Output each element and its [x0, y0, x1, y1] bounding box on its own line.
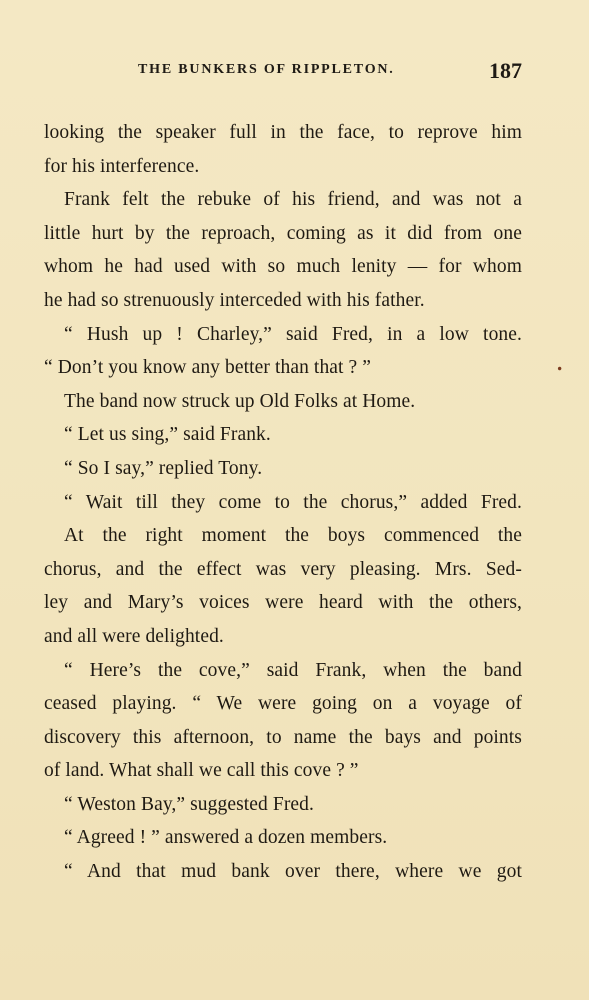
text-line: of land. What shall we call this cove ? ” — [44, 760, 359, 782]
margin-mark: • — [554, 361, 565, 377]
text-line: “ Hush up ! Charley,” said Fred, in a low tone. — [64, 323, 522, 345]
page-number: 187 — [489, 58, 522, 83]
body-text — [44, 116, 522, 889]
text-line: discovery this afternoon, to name the bays and points — [44, 726, 522, 748]
text-line: “ Here’s the cove,” said Frank, when the band — [64, 659, 522, 681]
text-line: At the right moment the boys commenced the — [64, 525, 522, 547]
text-line: “ So I say,” replied Tony. — [64, 457, 263, 479]
text-line: he had so strenuously interceded with his father. — [44, 289, 425, 311]
text-line: chorus, and the effect was very pleasing. Mrs. Sed- — [44, 558, 522, 580]
text-line: and all were delighted. — [44, 625, 224, 647]
text-line: “ Agreed ! ” answered a dozen members. — [64, 827, 388, 849]
text-line: little hurt by the reproach, coming as it did from one — [44, 222, 522, 244]
text-line: “ Don’t you know any better than that ? ” — [44, 357, 372, 379]
text-line: The band now struck up Old Folks at Home. — [64, 390, 416, 412]
text-line: ceased playing. “ We were going on a voyage of — [44, 693, 522, 715]
text-line: Frank felt the rebuke of his friend, and was not a — [64, 189, 522, 211]
text-line: “ Wait till they come to the chorus,” added Fred. — [64, 491, 522, 513]
text-line: for his interference. — [44, 155, 200, 177]
running-head: THE BUNKERS OF RIPPLETON. — [138, 62, 395, 77]
text-line: “ Let us sing,” said Frank. — [64, 424, 271, 446]
text-line: “ And that mud bank over there, where we got — [64, 861, 522, 883]
text-line: ley and Mary’s voices were heard with the others, — [44, 592, 522, 614]
text-line: whom he had used with so much lenity — for whom — [44, 256, 522, 278]
text-line: looking the speaker full in the face, to reprove him — [44, 122, 522, 143]
text-line: “ Weston Bay,” suggested Fred. — [64, 793, 315, 815]
